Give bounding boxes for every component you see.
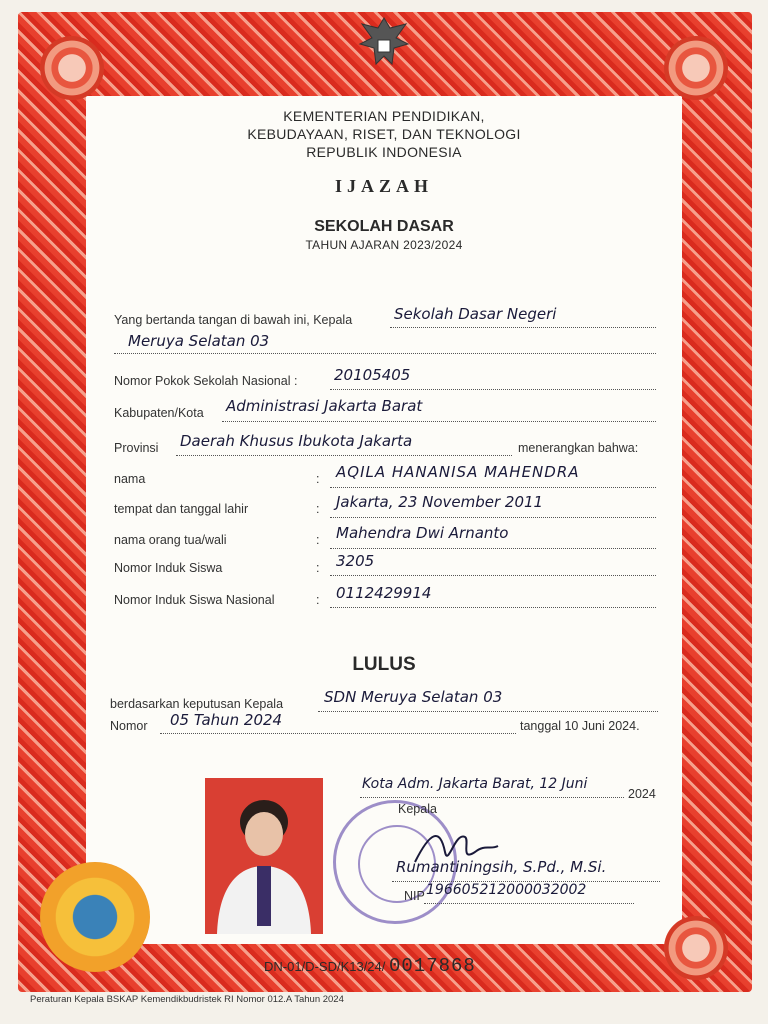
signature-position: Kepala (398, 802, 437, 816)
student-photo (205, 778, 323, 934)
dotted-line (176, 454, 512, 456)
field-colon: : (316, 472, 320, 486)
field-label-name: nama (114, 472, 146, 486)
regency-label: Kabupaten/Kota (114, 406, 204, 420)
dotted-line (222, 420, 656, 422)
field-colon: : (316, 593, 320, 607)
signature-year: 2024 (628, 787, 656, 801)
regulation-footer: Peraturan Kepala BSKAP Kemendikbudristek RI Nomor 012.A Tahun 2024 (30, 994, 344, 1005)
school-name-line-1: Sekolah Dasar Negeri (394, 305, 557, 323)
decision-label: berdasarkan keputusan Kepala (110, 697, 284, 711)
province-label: Provinsi (114, 441, 159, 455)
field-colon: : (316, 502, 320, 516)
decision-date: tanggal 10 Juni 2024. (520, 719, 640, 733)
field-label-parent: nama orang tua/wali (114, 533, 227, 547)
dotted-line (390, 326, 656, 328)
serial-number (264, 955, 476, 977)
number-value: 05 Tahun 2024 (170, 711, 283, 729)
dotted-line (318, 710, 658, 712)
serial-prefix: DN-01/D-SD/K13/24/ (264, 959, 386, 974)
corner-ornament-top-right (664, 36, 728, 100)
number-label: Nomor (110, 719, 148, 733)
field-value-nis: 3205 (336, 552, 375, 570)
signature-place-date: Kota Adm. Jakarta Barat, 12 Juni (362, 776, 588, 792)
province-value: Daerah Khusus Ibukota Jakarta (180, 432, 413, 450)
result-status: LULUS (352, 654, 416, 675)
field-label-nisn: Nomor Induk Siswa Nasional (114, 593, 275, 607)
dotted-line (330, 547, 656, 549)
dotted-line (160, 732, 516, 734)
field-value-name: AQILA HANANISA MAHENDRA (336, 463, 580, 481)
ministry-line-1: KEMENTERIAN PENDIDIKAN, (283, 108, 485, 124)
decision-value: SDN Meruya Selatan 03 (324, 688, 503, 706)
school-level: SEKOLAH DASAR (314, 218, 454, 235)
ministry-line-2: KEBUDAYAAN, RISET, DAN TEKNOLOGI (247, 126, 521, 142)
academic-year: TAHUN AJARAN 2023/2024 (305, 238, 463, 252)
dotted-line (330, 516, 656, 518)
regency-value: Administrasi Jakarta Barat (226, 397, 423, 415)
ministry-line-3: REPUBLIK INDONESIA (306, 144, 462, 160)
dotted-line (330, 486, 656, 488)
field-value-nisn: 0112429914 (336, 584, 432, 602)
declares-text: menerangkan bahwa: (518, 441, 639, 455)
npsn-value: 20105405 (334, 366, 411, 384)
field-label-nis: Nomor Induk Siswa (114, 561, 223, 575)
signatory-name: Rumantiningsih, S.Pd., M.Si. (396, 858, 607, 876)
field-colon: : (316, 533, 320, 547)
nip-label: NIP (404, 889, 425, 903)
serial-digits: 0017868 (389, 955, 476, 977)
dotted-line (330, 606, 656, 608)
corner-ornament-top-left (40, 36, 104, 100)
dotted-line (114, 352, 656, 354)
field-value-parent: Mahendra Dwi Arnanto (336, 524, 509, 542)
document-title: IJAZAH (334, 176, 433, 196)
dotted-line (424, 902, 634, 904)
field-label-birth: tempat dan tanggal lahir (114, 502, 249, 516)
hologram-seal-icon (40, 862, 150, 972)
dotted-line (330, 574, 656, 576)
signer-label: Yang bertanda tangan di bawah ini, Kepala (114, 313, 353, 327)
school-name-line-2: Meruya Selatan 03 (128, 332, 270, 350)
field-value-birth: Jakarta, 23 November 2011 (336, 493, 544, 511)
corner-ornament-bottom-right (664, 916, 728, 980)
npsn-label: Nomor Pokok Sekolah Nasional : (114, 374, 298, 388)
garuda-emblem-icon (356, 14, 412, 74)
dotted-line (360, 796, 624, 798)
dotted-line (330, 388, 656, 390)
field-colon: : (316, 561, 320, 575)
nip-value: 196605212000032002 (426, 882, 587, 898)
